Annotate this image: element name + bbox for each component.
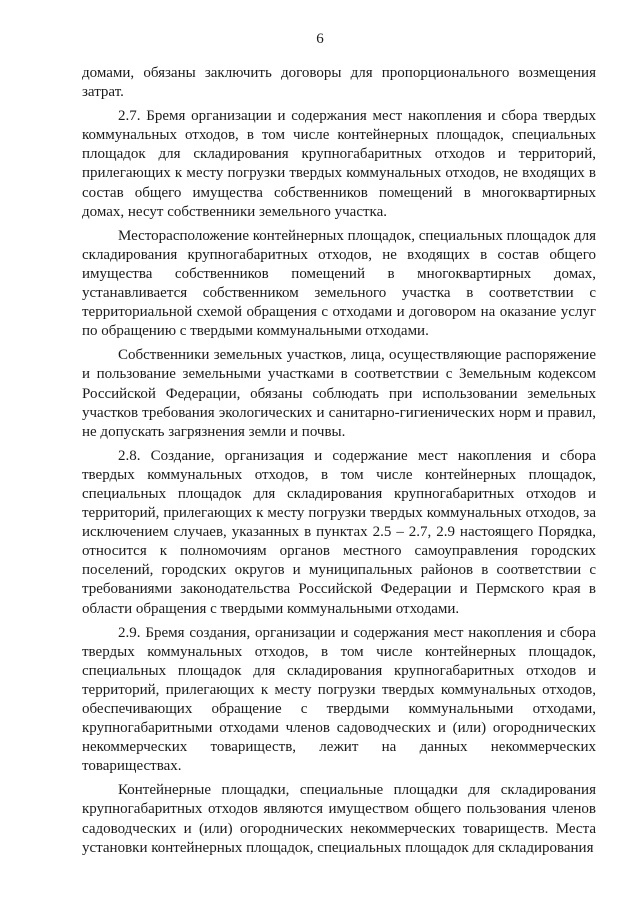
paragraph-continued: домами, обязаны заключить договоры для пропорционального возмещения затрат. [82,65,596,101]
paragraph-landowners: Собственники земельных участков, лица, осуществляющие распоряжение и пользование земельными участками в соответствии с Земельным кодексом Российской Федерации, обязаны соблюдать при использовании земельных участков требования экологических и санитарно-гигиенических норм и правил, не допускать загрязнения земли и почвы. [82,347,596,440]
paragraph-2-7: 2.7. Бремя организации и содержания мест накопления и сбора твердых коммунальных отходов, в том числе контейнерных площадок, специальных площадок для складирования крупногабаритных отходов и территорий, прилегающих к месту погрузки твердых коммунальных отходов, не входящих в состав общего имущества собственников помещений в многоквартирных домах, несут собственники земельного участка. [82,108,596,220]
document-body [82,64,596,863]
paragraph-2-8: 2.8. Создание, организация и содержание мест накопления и сбора твердых коммунальных отходов, в том числе контейнерных площадок, специальных площадок для складирования крупногабаритных отходов и территорий, прилегающих к месту погрузки твердых коммунальных отходов, за исключением случаев, указанных в пунктах 2.5 – 2.7, 2.9 настоящего Порядка, относится к полномочиям органов местного самоуправления городских поселений, городских округов и муниципальных районов в соответствии с требованиями законодательства Российской Федерации и Пермского края в области обращения с твердыми коммунальными отходами. [82,447,596,617]
paragraph-container-location: Месторасположение контейнерных площадок, специальных площадок для складирования крупногабаритных отходов, не входящих в состав общего имущества собственников помещений в многоквартирных домах, устанавливается собственником земельного участка в соответствии с территориальной схемой обращения с отходами и договором на оказание услуг по обращению с твердыми коммунальными отходами. [82,227,596,340]
page-number: 6 [316,31,324,47]
paragraph-2-9: 2.9. Бремя создания, организации и содержания мест накопления и сбора твердых коммунальных отходов, в том числе контейнерных площадок, специальных площадок для складирования крупногабаритных отходов и территорий, прилегающих к месту погрузки твердых коммунальных отходов, обеспечивающих обращение с твердыми коммунальными отходами, крупногабаритными отходами членов садоводческих и (или) огороднических некоммерческих товариществ, лежит на данных некоммерческих товариществах. [82,624,596,775]
paragraph-container-sites: Контейнерные площадки, специальные площадки для складирования крупногабаритных отходов являются имуществом общего пользования членов садоводческих и (или) огороднических некоммерческих товариществ. Места установки контейнерных площадок, специальных площадок для складирования [82,782,596,856]
